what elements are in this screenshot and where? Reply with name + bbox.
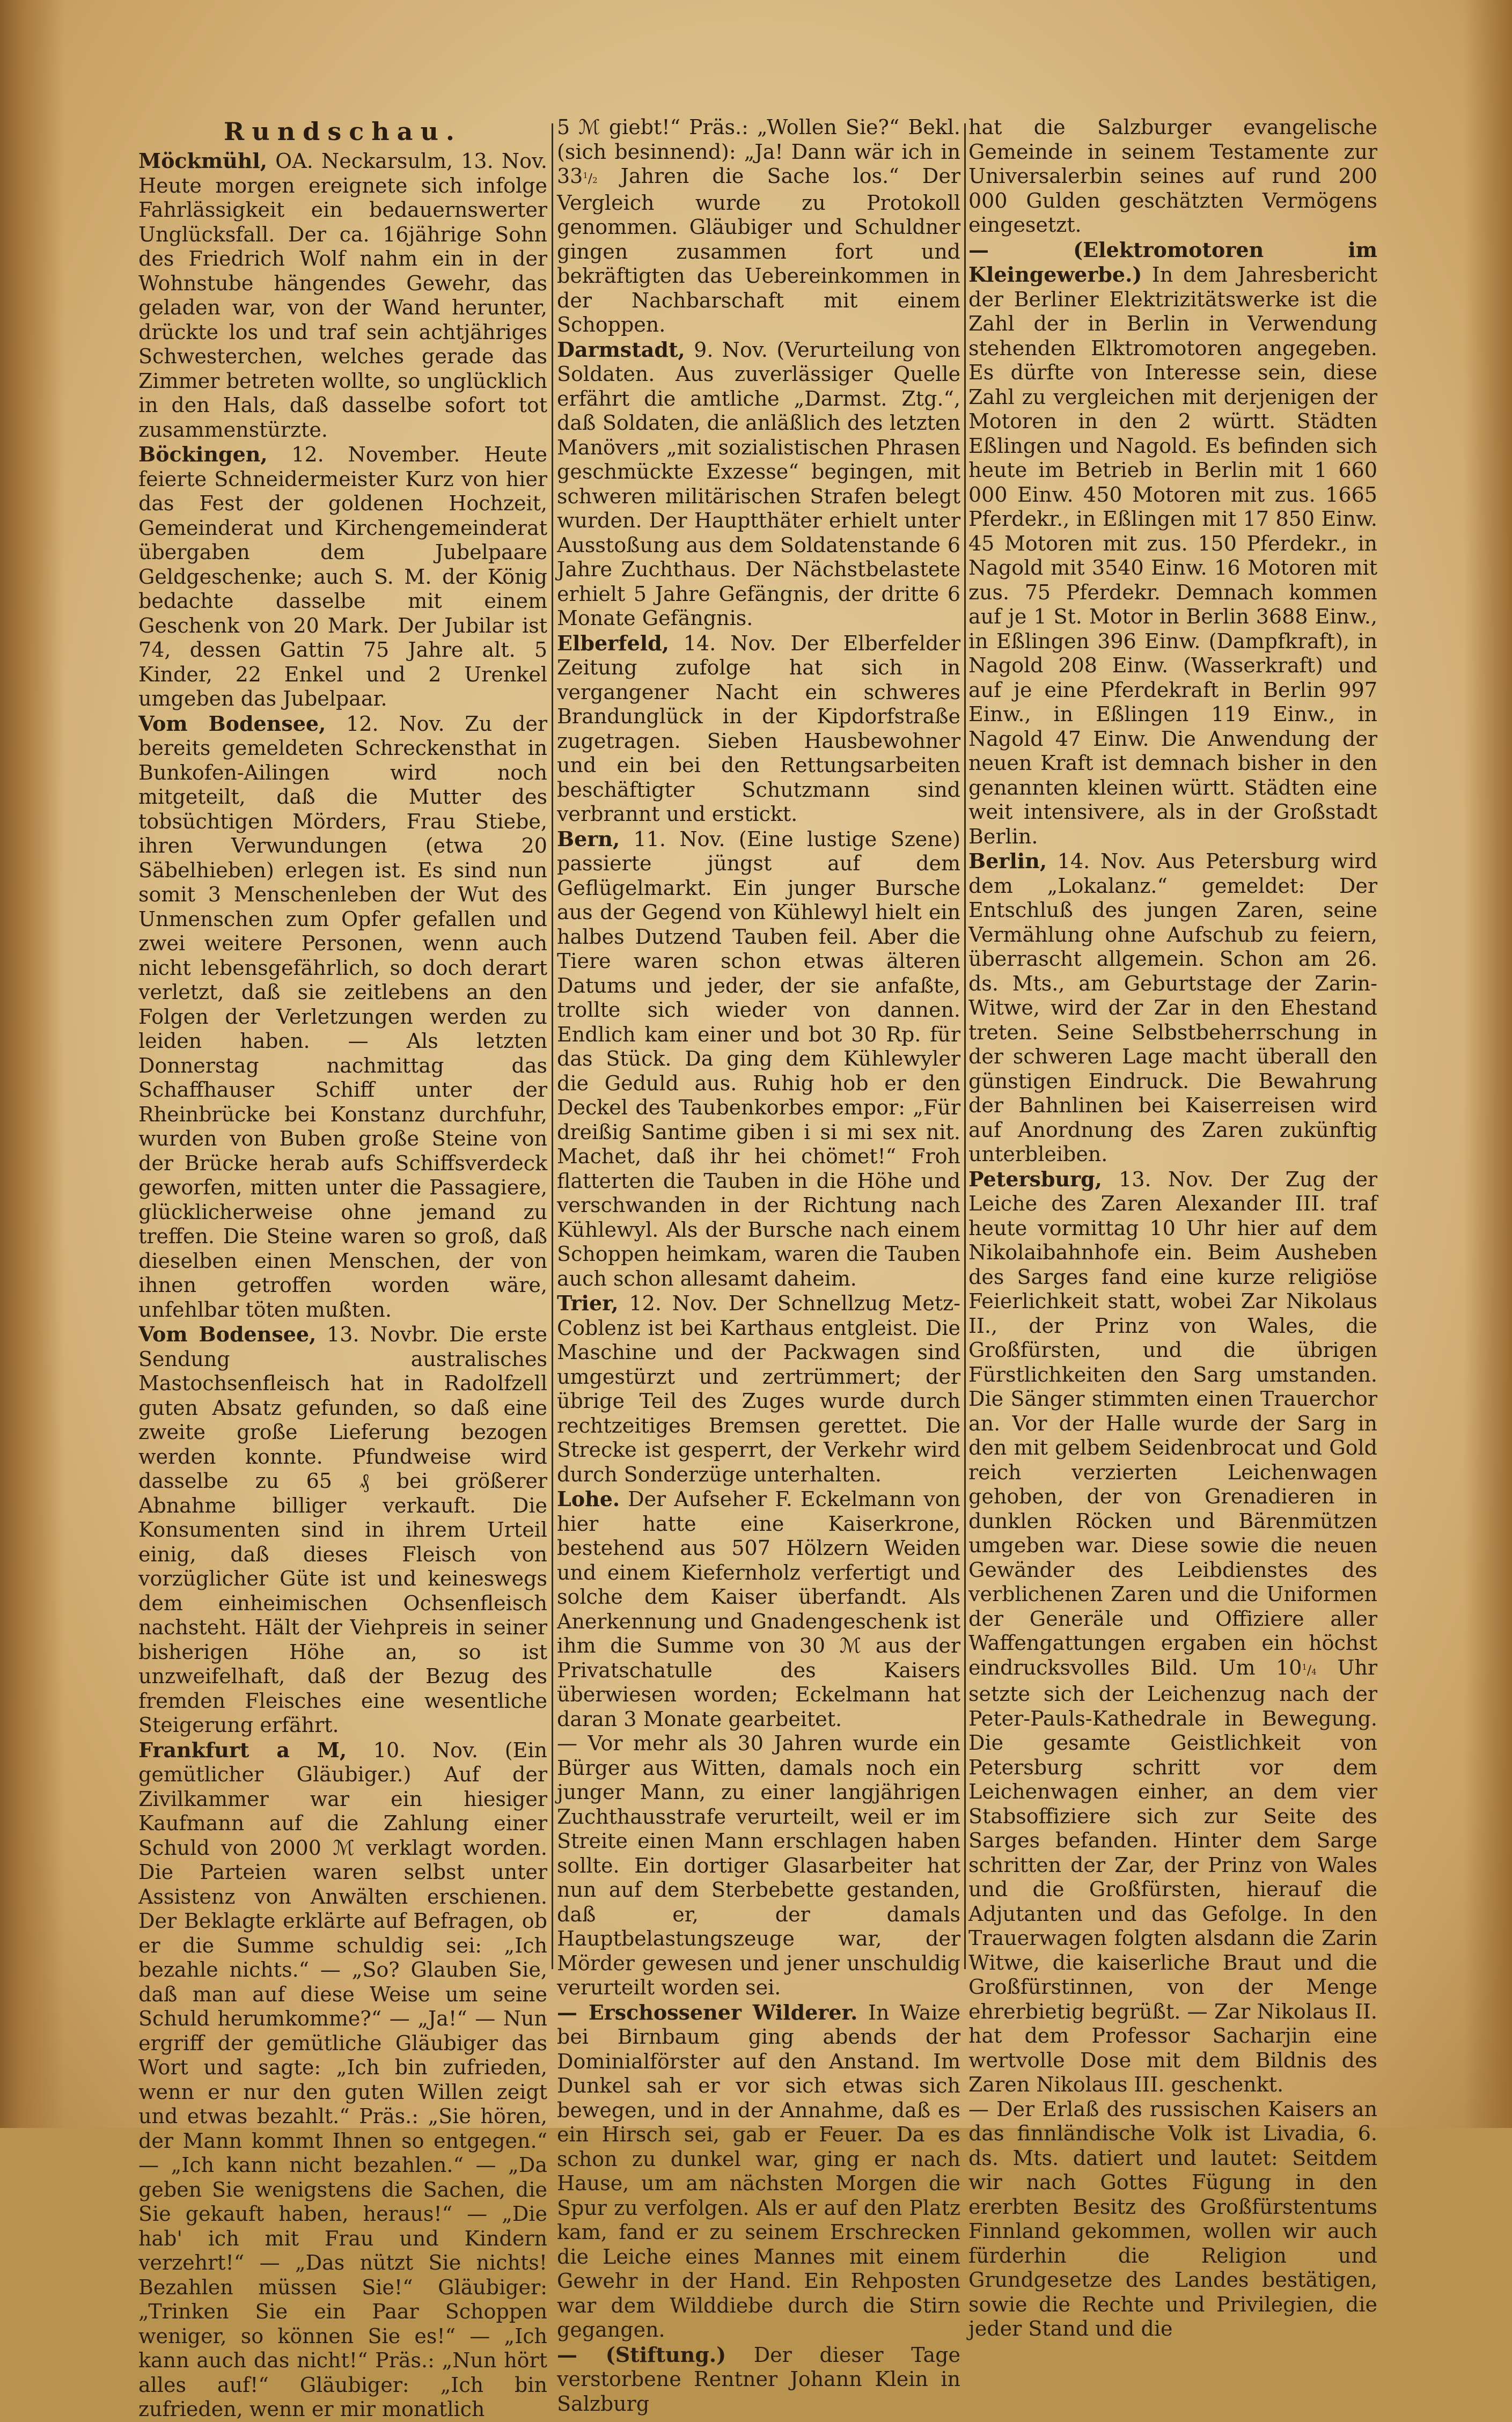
article-trier [557, 1291, 960, 1487]
column-3 [968, 115, 1377, 2340]
article-text: 13. Novbr. Die erste Sendung australisches Mastochsenfleisch hat in Radolfzell guten Absatz gefunden, so daß eine zweite große Lieferung bezogen werden konnte. Pfundweise wird dasselbe zu 65 ₰ bei größerer Abnahme billiger verkauft. Die Konsumenten sind in ihrem Urteil einig, daß dieses Fleisch von vorzüglicher Güte ist und keineswegs dem einheimischen Ochsenfleisch nachsteht. Hält der Viehpreis in seiner bisherigen Höhe an, so ist unzweifelhaft, daß der Bezug des fremden Fleisches eine wesentliche Steigerung erfährt. [138, 1323, 548, 1737]
article-elberfeld [557, 631, 960, 827]
dateline: Elberfeld, [557, 630, 669, 655]
article-text: 13. Nov. Der Zug der Leiche des Zaren Alexander III. traf heute vormittag 10 Uhr hier auf dem Nikolaibahnhofe ein. Beim Ausheben des Sarges fand eine kurze religiöse Feierlichkeit statt, wobei Zar Nikolaus II., der Prinz von Wales, die Großfürsten, und die übrigen Fürstlichkeiten den Sarg umstanden. Die Sänger stimmten einen Trauerchor an. Vor der Halle wurde der Sarg in den mit gelbem Seidenbrocat und Gold reich verzierten Leichenwagen gehoben, der von Grenadieren in dunklen Röcken und Bärenmützen umgeben war. Diese sowie die neuen Gewänder des Leibdienstes des verblichenen Zaren und die Uniformen der Generäle und Offiziere aller Waffengattungen ergaben ein höchst eindrucksvolles Bild. Um 10 [968, 1167, 1377, 1679]
dateline: Trier, [557, 1291, 619, 1315]
article-boeckingen [138, 442, 547, 711]
article-bodensee-2 [138, 1322, 547, 1738]
article-text: — Vor mehr als 30 Jahren wurde ein Bürger aus Witten, damals noch ein junger Mann, zu einer langjährigen Zuchthausstrafe verurteilt, weil er im Streite einen Mann erschlagen haben sollte. Ein dortiger Glasarbeiter hat nun auf dem Sterbebette gestanden, daß er, der damals Hauptbelastungszeuge war, der Mörder gewesen und jener unschuldig verurteilt worden sei. [557, 1731, 960, 1999]
dateline: Böckingen, [138, 442, 268, 466]
dateline: — (Elektromotoren im Kleingewerbe.) [968, 237, 1377, 287]
dateline: Frankfurt a M, [138, 1737, 347, 1762]
fraction-numerator: 1 [1302, 1662, 1307, 1672]
article-text: hat die Salzburger evangelische Gemeinde in seinem Testamente zur Universalerbin seines auf rund 200 000 Gulden geschätzten Vermögens eingesetzt. [968, 115, 1377, 237]
article-text: In dem Jahresbericht der Berliner Elektrizitätswerke ist die Zahl der in Berlin in Verwendung stehenden Elktromotoren angegeben. Es dürfte von Interesse sein, diese Zahl zu vergleichen mit derjenigen der Motoren in den 2 württ. Städten Eßlingen und Nagold. Es befinden sich heute im Betrieb in Berlin mit 1 660 000 Einw. 450 Motoren mit zus. 1665 Pferdekr., in Eßlingen mit 17 850 Einw. 45 Motoren mit zus. 150 Pferdekr., in Nagold mit 3540 Einw. 16 Motoren mit zus. 75 Pferdekr. Demnach kommen auf je 1 St. Motor in Berlin 3688 Einw., in Eßlingen 396 Einw. (Dampfkraft), in Nagold 208 Einw. (Wasserkraft) und auf je eine Pferdekraft in Berlin 997 Einw., in Eßlingen 119 Einw., in Nagold 47 Einw. Die Anwendung der neuen Kraft ist demnach bisher in den genannten kleinen württ. Städten eine weit intensivere, als in der Großstadt Berlin. [968, 263, 1377, 848]
article-witten [557, 1731, 960, 2000]
article-text: 11. Nov. (Eine lustige Szene) passierte jüngst auf dem Geflügelmarkt. Ein junger Bursche aus der Gegend von Kühlewyl hielt ein halbes Dutzend Tauben feil. Aber die Tiere waren schon etwas älteren Datums und jeder, der sie anfaßte, trollte sich wieder von dannen. Endlich kam einer und bot 30 Rp. für das Stück. Da ging dem Kühlewyler die Geduld aus. Ruhig hob er den Deckel des Taubenkorbes empor: „Für dreißig Santime giben i si mi sex nit. Machet, daß ihr hei chömet!“ Froh flatterten die Tauben in die Höhe und verschwanden in der Richtung nach Kühlewyl. Als der Bursche nach einem Schoppen heimkam, waren die Tauben auch schon allesamt daheim. [557, 827, 960, 1290]
dateline: Bern, [557, 826, 620, 851]
article-text: OA. Neckarsulm, 13. Nov. Heute morgen ereignete sich infolge Fahrlässigkeit ein bedauernswerter Unglücksfall. Der ca. 16jährige Sohn des Friedrich Wolf nahm ein in der Wohnstube hängendes Gewehr, das geladen war, von der Wand herunter, drückte los und traf sein achtjähriges Schwesterchen, welches gerade das Zimmer betreten wollte, so unglücklich in den Hals, daß dasselbe sofort tot zusammenstürzte. [138, 149, 547, 442]
dateline: Berlin, [968, 849, 1047, 873]
article-bodensee-1 [138, 711, 547, 1323]
dateline: Vom Bodensee, [138, 711, 326, 736]
article-frankfurt-continued [557, 115, 960, 337]
fraction-denominator: 4 [1311, 1667, 1317, 1677]
dateline: Darmstadt, [557, 337, 685, 362]
fraction: $^1$/2 [583, 171, 598, 186]
dateline: — Erschossener Wilderer. [557, 2000, 858, 2024]
article-text: 14. Nov. Der Elberfelder Zeitung zufolge hat sich in vergangener Nacht ein schweres Brandunglück in der Kipdorfstraße zugetragen. Sieben Hausbewohner und ein bei den Rettungsarbeiten beschäftigter Schutzmann sind verbrannt und erstickt. [557, 631, 960, 826]
column-2 [557, 115, 961, 2416]
article-text: 9. Nov. (Verurteilung von Soldaten. Aus zuverlässiger Quelle erfährt die amtliche „Darmst. Ztg.“, daß Soldaten, die anläßlich des letzten Manövers „mit sozialistischen Phrasen geschmückte Exzesse“ begingen, mit schweren militärischen Strafen belegt wurden. Der Hauptthäter erhielt unter Ausstoßung aus dem Soldatenstande 6 Jahre Zuchthaus. Der Nächstbelastete erhielt 5 Jahre Gefängnis, der dritte 6 Monate Gefängnis. [557, 337, 960, 630]
page-edge-shadow [1464, 0, 1512, 2128]
dateline: Vom Bodensee, [138, 1322, 317, 1346]
article-elektromotoren [968, 238, 1377, 849]
article-wilderer [557, 2000, 960, 2343]
article-text: Jahren die Sache los.“ Der Vergleich wurde zu Protokoll genommen. Gläubiger und Schuldner gingen zusammen fort und bekräftigten das Uebereinkommen in der Nachbarschaft mit einem Schoppen. [557, 164, 960, 336]
page-spine-shadow [0, 0, 64, 2128]
article-darmstadt [557, 337, 960, 631]
article-text: 12. Nov. Zu der bereits gemeldeten Schreckensthat in Bunkofen-Ailingen wird noch mitgeteilt, daß die Mutter des tobsüchtigen Mörders, Frau Stiebe, ihren Verwundungen (etwa 20 Säbelhieben) erlegen ist. Es sind nun somit 3 Menschenleben der Wut des Unmenschen zum Opfer gefallen und zwei weitere Personen, wenn auch nicht lebensgefährlich, so doch derart verletzt, daß sie zeitlebens an den Folgen der Verletzungen werden zu leiden haben. — Als letzten Donnerstag nachmittag das Schaffhauser Schiff unter der Rheinbrücke bei Konstanz durchfuhr, wurden von Buben große Steine von der Brücke herab aufs Schiffsverdeck geworfen, mitten unter die Passagiere, glücklicherweise ohne jemand zu treffen. Die Steine waren so groß, daß dieselben einen Menschen, der von ihnen getroffen worden wäre, unfehlbar töten mußten. [138, 711, 547, 1322]
dateline: Petersburg, [968, 1166, 1102, 1191]
article-text: 10. Nov. (Ein gemütlicher Gläubiger.) Auf der Zivilkammer war ein hiesiger Kaufmann auf die Zahlung einer Schuld von 2000 ℳ verklagt worden. Die Parteien waren selbst unter Assistenz von Anwälten erschienen. Der Beklagte erklärte auf Befragen, ob er die Summe schuldig sei: „Ich bezahle nichts.“ — „So? Glauben Sie, daß man auf diese Weise um seine Schuld herumkomme?“ — „Ja!“ — Nun ergriff der gemütliche Gläubiger das Wort und sagte: „Ich bin zufrieden, wenn er nur den guten Willen zeigt und etwas bezahlt.“ Präs.: „Sie hören, der Mann kommt Ihnen so entgegen.“ — „Ich kann nicht bezahlen.“ — „Da geben Sie wenigstens die Sachen, die Sie gekauft haben, heraus!“ — „Die hab' ich mit Frau und Kindern verzehrt!“ — „Das nützt Sie nichts! Bezahlen müssen Sie!“ Gläubiger: „Trinken Sie ein Paar Schoppen weniger, so können Sie es!“ — „Ich kann auch das nicht!“ Präs.: „Nun hört alles auf!“ Gläubiger: „Ich bin zufrieden, wenn er mir monatlich [138, 1738, 547, 2421]
article-berlin [968, 849, 1377, 1167]
article-text: 12. Nov. Der Schnellzug Metz-Coblenz ist bei Karthaus entgleist. Die Maschine und der Packwagen sind umgestürzt und zertrümmert; der übrige Teil des Zuges wurde durch rechtzeitiges Bremsen gerettet. Die Strecke ist gesperrt, der Verkehr wird durch Sonderzüge unterhalten. [557, 1291, 960, 1486]
column-rule-2 [964, 123, 966, 1969]
article-text: Der Aufseher F. Eckelmann von hier hatte eine Kaiserkrone, bestehend aus 507 Hölzern Weiden und einem Kiefernholz verfertigt und solche dem Kaiser überfandt. Als Anerkennung und Gnadengeschenk ist ihm die Summe von 30 ℳ aus der Privatschatulle des Kaisers überwiesen worden; Eckelmann hat daran 3 Monate gearbeitet. [557, 1487, 960, 1731]
dateline: Möckmühl, [138, 149, 268, 173]
dateline: Lohe. [557, 1487, 620, 1511]
column-1 [138, 115, 548, 2421]
article-text: Der dieser Tage verstorbene Rentner Johann Klein in Salzburg [557, 2343, 960, 2416]
article-erlass [968, 2097, 1377, 2342]
article-stiftung-continued [968, 115, 1377, 238]
article-text: 12. November. Heute feierte Schneidermeister Kurz von hier das Fest der goldenen Hochzeit, Gemeinderat und Kirchengemeinderat übergaben dem Jubelpaare Geldgeschenke; auch S. M. der König bedachte dasselbe mit einem Geschenk von 20 Mark. Der Jubilar ist 74, dessen Gattin 75 Jahre alt. 5 Kinder, 22 Enkel und 2 Urenkel umgeben das Jubelpaar. [138, 443, 547, 710]
article-lohe [557, 1487, 960, 1731]
article-petersburg [968, 1167, 1377, 2097]
fraction-numerator: 1 [583, 171, 588, 180]
article-text: 14. Nov. Aus Petersburg wird dem „Lokalanz.“ gemeldet: Der Entschluß des jungen Zaren, seine Vermählung ohne Aufschub zu feiern, überrascht allgemein. Schon am 26. ds. Mts., am Geburtstage der Zarin-Witwe, wird der Zar in den Ehestand treten. Seine Selbstbeherrschung in der schweren Lage macht überall den günstigen Eindruck. Die Bewahrung der Bahnlinen bei Kaiserreisen wird auf Anordnung des Zaren zukünftig unterbleiben. [968, 849, 1377, 1166]
article-stiftung [557, 2343, 960, 2417]
article-bern [557, 827, 960, 1291]
article-text: 5 ℳ giebt!“ Präs.: „Wollen Sie?“ Bekl. (sich besinnend): „Ja! Dann wär ich in 33 [557, 115, 960, 188]
article-frankfurt [138, 1738, 547, 2422]
column-rule-1 [552, 123, 553, 1969]
fraction-denominator: 2 [592, 176, 598, 185]
dateline: — (Stiftung.) [557, 2342, 726, 2367]
article-text: Uhr setzte sich der Leichenzug nach der Peter-Pauls-Kathedrale in Bewegung. Die gesamte Geistlichkeit von Petersburg schritt vor dem Leichenwagen einher, an dem vier Stabsoffiziere sich zur Seite des Sarges befanden. Hinter dem Sarge schritten der Zar, der Prinz von Wales und die Großfürsten, hierauf die Adjutanten und das Gefolge. In den Trauerwagen folgten alsdann die Zarin Witwe, die kaiserliche Braut und die Großfürstinnen, von der Menge ehrerbietig begrüßt. — Zar Nikolaus II. hat dem Professor Sacharjin eine wertvolle Dose mit dem Bildnis des Zaren Nikolaus III. geschenkt. [968, 1655, 1377, 2096]
article-text: — Der Erlaß des russischen Kaisers an das finnländische Volk ist Livadia, 6. ds. Mts. datiert und lautet: Seitdem wir nach Gottes Fügung in den ererbten Besitz des Großfürstentums Finnland gekommen, wollen wir auch fürderhin die Religion und Grundgesetze des Landes bestätigen, sowie die Rechte und Privilegien, die jeder Stand und die [968, 2097, 1377, 2340]
fraction: $^1$/4 [1302, 1662, 1317, 1678]
section-title: Rundschau. [224, 117, 462, 146]
article-moeckmuehl [138, 149, 547, 442]
article-text: In Waize bei Birnbaum ging abends der Dominialförster auf den Anstand. Im Dunkel sah er vor sich etwas sich bewegen, und in der Annahme, daß es ein Hirsch sei, gab er Feuer. Da es schon zu dunkel war, ging er nach Hause, um am nächsten Morgen die Spur zu verfolgen. Als er auf den Platz kam, fand er zu seinem Erschrecken die Leiche eines Mannes mit einem Gewehr in der Hand. Ein Rehposten war dem Wilddiebe durch die Stirn gegangen. [557, 2000, 961, 2342]
